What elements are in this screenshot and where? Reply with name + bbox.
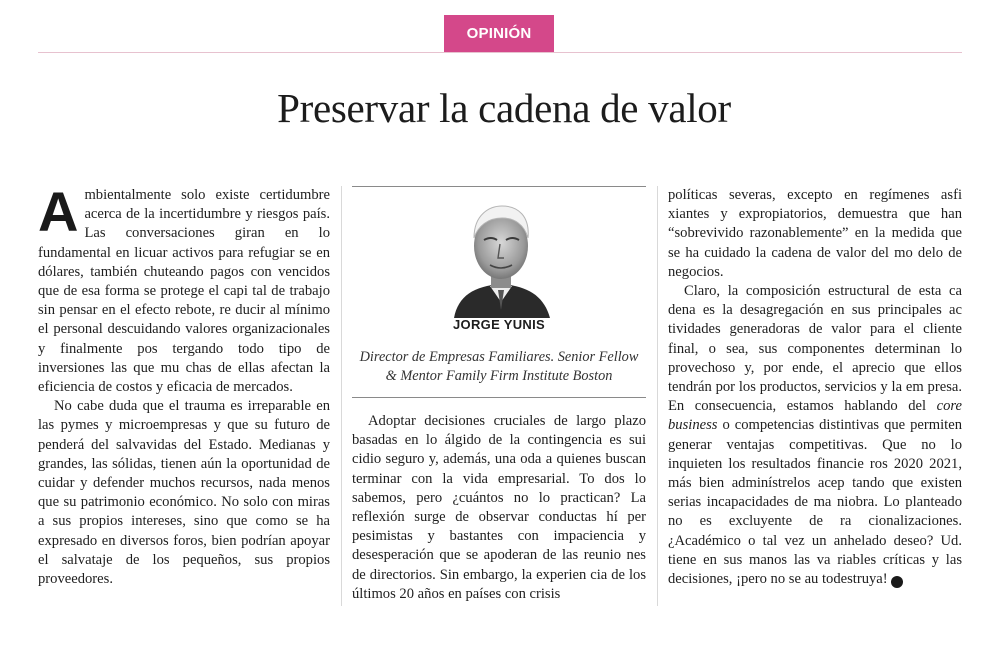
paragraph: políticas severas, excepto en regímenes asfi xiantes y expropiatorios, demuestra que han “sobrevivido razonablemente” en la medida que se ha cuidado la cadena de valor del mo delo de negocios. (668, 187, 962, 280)
paragraph-text: Claro, la composición estructural de esta ca dena es la desagregación en sus principales ac tividades generadoras de valor para el cliente final, o sea, sus componentes determinan lo provechoso y, por ende, el aprecio que ellos tendrán por los productos, servicios y la em presa. En consecuencia, estamos hablando del (668, 283, 962, 415)
section-tag[interactable]: OPINIÓN (444, 15, 554, 52)
author-box-bottom-rule (352, 397, 646, 398)
paragraph-text: o competencias distintivas que permiten generar ventajas competitivas. Que no lo inquieten los resultados financie ros 2020 2021, más bien adminístrelos acep tando que existen serias incapacidades de ma niobra. Lo planteado no es excluyente de ra cionalizaciones. ¿Académico o tal vez un anhelado deseo? Ud. tiene en sus manos las va riables críticas y las decisiones, ¡pero no se au todestruya! (668, 417, 962, 588)
author-role-line: Director de Empresas Familiares. Senior Fellow (359, 349, 639, 365)
column-1 (38, 180, 330, 589)
author-portrait (446, 198, 556, 318)
drop-cap: A (38, 180, 79, 243)
column-2 (352, 412, 646, 604)
headline: Preservar la cadena de valor (277, 85, 731, 131)
paragraph (38, 180, 330, 397)
paragraph-text: mbientalmente solo existe certidumbre acerca de la incertidumbre y riesgos país. Las conversaciones giran en lo fundamental en licuar activos para refugiar se en dólares, también chuteando pagos con vencidos que de esa forma se protege el capi tal de trabajo sin pensar en el efecto rebote, re ducir al mínimo el personal descuidando valores organizacionales y finalmente pos tergando todo tipo de inversiones las que mu chas de ellas afectan la eficiencia de costos y eficacia de mercados. (38, 187, 330, 396)
top-divider (38, 52, 962, 53)
author-box-top-rule (352, 186, 646, 187)
column-divider (657, 186, 658, 606)
column-3 (668, 186, 962, 589)
author-role-line: & Mentor Family Firm Institute Boston (385, 368, 613, 384)
end-mark-icon: P (891, 576, 903, 588)
term-core-business: core business (668, 398, 962, 434)
author-box (352, 186, 646, 390)
author-name: JORGE YUNIS (453, 317, 545, 332)
paragraph: No cabe duda que el trauma es irreparable en las pymes y microempresas y que su futuro de penderá del salvavidas del Estado. Medianas y grandes, las sólidas, tienen aún la oportunidad de cuidar y defender muchos recursos, nada menos que su patrimonio económico. No solo con miras a sus propios intereses, sino que como se ha expresado en diversos foros, bien podrían apoyar el salvataje de los pequeños, sus propios proveedores. (38, 398, 330, 588)
paragraph: Adoptar decisiones cruciales de largo plazo basadas en lo álgido de la contingencia es sui cidio seguro y, además, una oda a quienes buscan terminar con la vida empresarial. To dos lo sabemos, pero ¿cuántos no lo practican? La reflexión surge de observar conductas hí per pesimistas y bastantes con impaciencia y desesperación que se apoderan de las reunio nes de directorios. Sin embargo, la experien cia de los últimos 20 años en países con crisis (352, 413, 646, 602)
paragraph (668, 282, 962, 589)
column-divider (341, 186, 342, 606)
author-role (352, 348, 646, 386)
